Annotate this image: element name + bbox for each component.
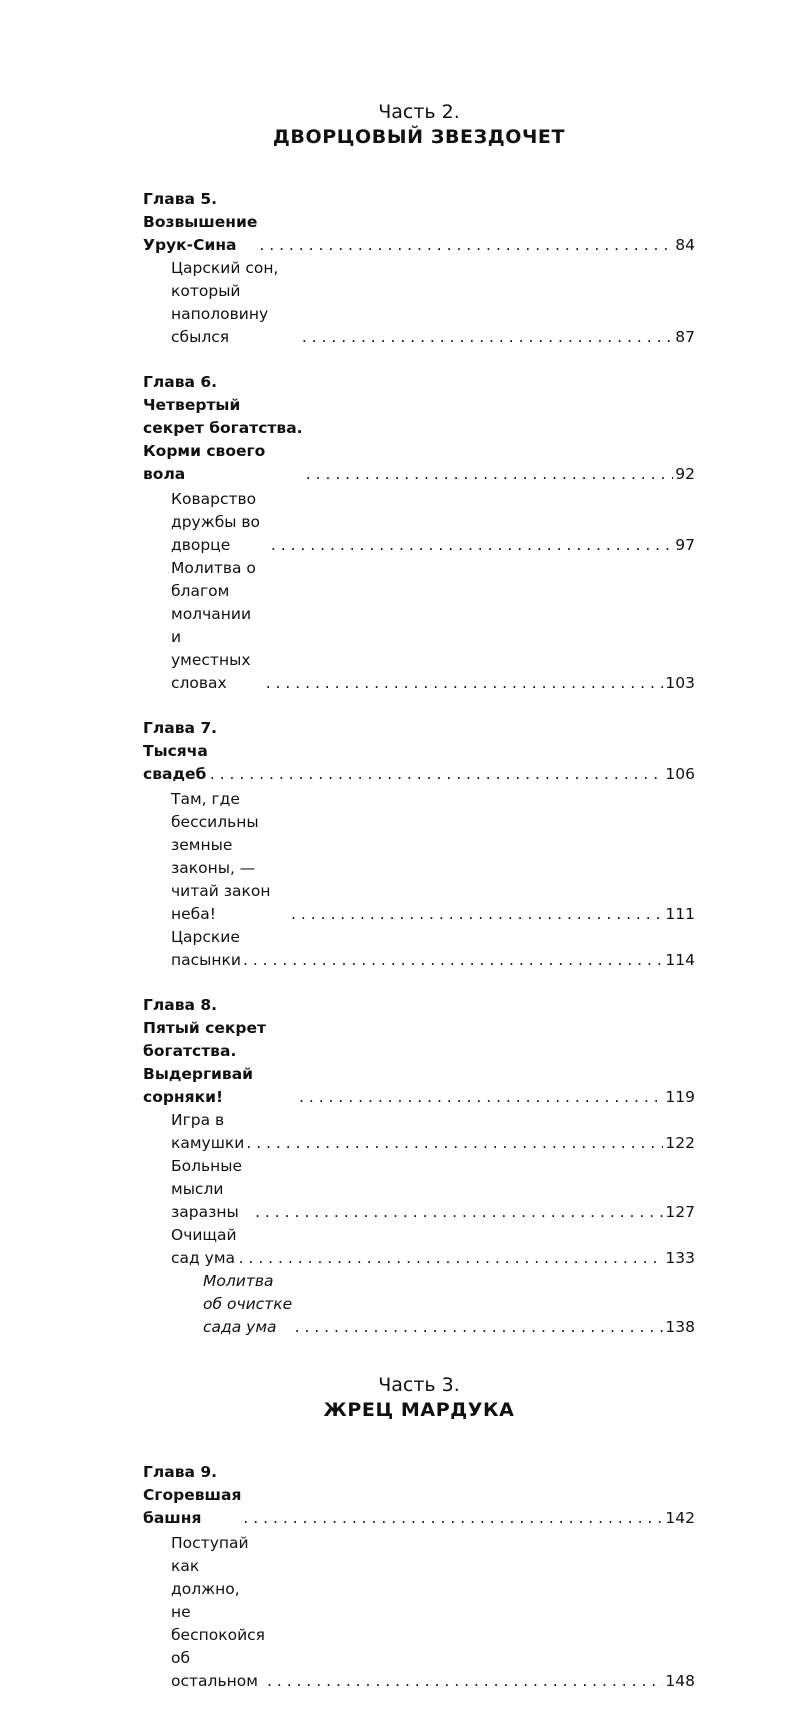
- entry-title: Пятый секрет богатства. Выдергивай сорняки!: [143, 1019, 266, 1106]
- leader-dots: [239, 1247, 664, 1270]
- page-number: 92: [675, 465, 695, 483]
- chapter-heading: Глава 6.: [143, 373, 218, 391]
- entry-title: Царский сон, который наполовину сбылся: [171, 259, 279, 346]
- leader-dots: [299, 1086, 663, 1109]
- toc-entry-main[interactable]: [143, 211, 695, 257]
- toc-entry-main[interactable]: [143, 1017, 695, 1109]
- chapter-heading: Глава 5.: [143, 190, 218, 208]
- entry-title: Возвышение Урук-Сина: [143, 213, 258, 254]
- entry-title: Молитва об очистке сада ума: [203, 1272, 293, 1336]
- entry-title: Царские пасынки: [171, 928, 241, 969]
- toc-entry-sub[interactable]: [143, 557, 695, 695]
- page-number: 106: [665, 765, 695, 783]
- leader-dots: [267, 1670, 663, 1693]
- table-of-contents: [143, 100, 695, 1715]
- entry-title: Сгоревшая башня: [143, 1486, 242, 1527]
- toc-entry-main[interactable]: [143, 394, 695, 486]
- toc-entry-subsub[interactable]: [143, 1270, 695, 1339]
- page-number: 114: [665, 951, 695, 969]
- leader-dots: [210, 763, 664, 786]
- entry-title: Там, где бессильны земные законы, — читай закон неба!: [171, 790, 271, 923]
- leader-dots: [243, 949, 663, 972]
- part-header: [143, 100, 695, 150]
- leader-dots: [266, 672, 664, 695]
- entry-title: Молитва о благом молчании и уместных словах: [171, 559, 256, 692]
- chapter-heading: Глава 9.: [143, 1463, 218, 1481]
- chapter: [143, 371, 695, 695]
- page-number: 142: [665, 1509, 695, 1527]
- toc-entry-sub[interactable]: [143, 926, 695, 972]
- toc-entry-sub[interactable]: [143, 1224, 695, 1270]
- leader-dots: [306, 463, 674, 486]
- chapter-heading: Глава 8.: [143, 996, 218, 1014]
- entry-title: Поступай как должно, не беспокойся об остальном: [171, 1534, 265, 1690]
- page-number: 127: [665, 1203, 695, 1221]
- part-title: ДВОРЦОВЫЙ ЗВЕЗДОЧЕТ: [272, 126, 566, 148]
- page-number: 87: [675, 328, 695, 346]
- page-number: 103: [665, 674, 695, 692]
- entry-title: Коварство дружбы во дворце: [171, 490, 261, 554]
- toc-entry-main[interactable]: [143, 740, 695, 786]
- toc-entry-sub[interactable]: [143, 1532, 695, 1693]
- part-header: [143, 1373, 695, 1423]
- entry-title: Больные мысли заразны: [171, 1157, 243, 1221]
- leader-dots: [295, 1316, 664, 1339]
- toc-entry-sub[interactable]: [143, 788, 695, 926]
- toc-entry-main[interactable]: [143, 1484, 695, 1530]
- page-number: 119: [665, 1088, 695, 1106]
- toc-entry-sub[interactable]: [143, 488, 695, 557]
- part-number: Часть 2.: [378, 101, 460, 123]
- chapter: [143, 994, 695, 1339]
- page-number: 133: [665, 1249, 695, 1267]
- leader-dots: [271, 534, 673, 557]
- part-title: ЖРЕЦ МАРДУКА: [323, 1399, 515, 1421]
- chapter: [143, 188, 695, 349]
- toc-entry-sub[interactable]: [143, 1155, 695, 1224]
- entry-title: Четвертый секрет богатства. Корми своего вола: [143, 396, 303, 483]
- page-number: 122: [665, 1134, 695, 1152]
- page-number: 138: [665, 1318, 695, 1336]
- page-number: 111: [665, 905, 695, 923]
- leader-dots: [302, 326, 673, 349]
- toc-entry-sub[interactable]: [143, 1109, 695, 1155]
- page-number: 97: [675, 536, 695, 554]
- chapter: [143, 717, 695, 972]
- leader-dots: [255, 1201, 663, 1224]
- leader-dots: [246, 1132, 663, 1155]
- entry-title: Очищай сад ума: [171, 1226, 237, 1267]
- part-number: Часть 3.: [378, 1374, 460, 1396]
- toc-entry-sub[interactable]: [143, 257, 695, 349]
- entry-title: Игра в камушки: [171, 1111, 245, 1152]
- chapter: [143, 1461, 695, 1693]
- leader-dots: [259, 234, 673, 257]
- leader-dots: [243, 1507, 663, 1530]
- page-number: 84: [675, 236, 695, 254]
- leader-dots: [291, 903, 663, 926]
- chapter-heading: Глава 7.: [143, 719, 218, 737]
- page-number: 148: [665, 1672, 695, 1690]
- entry-title: Тысяча свадеб: [143, 742, 208, 783]
